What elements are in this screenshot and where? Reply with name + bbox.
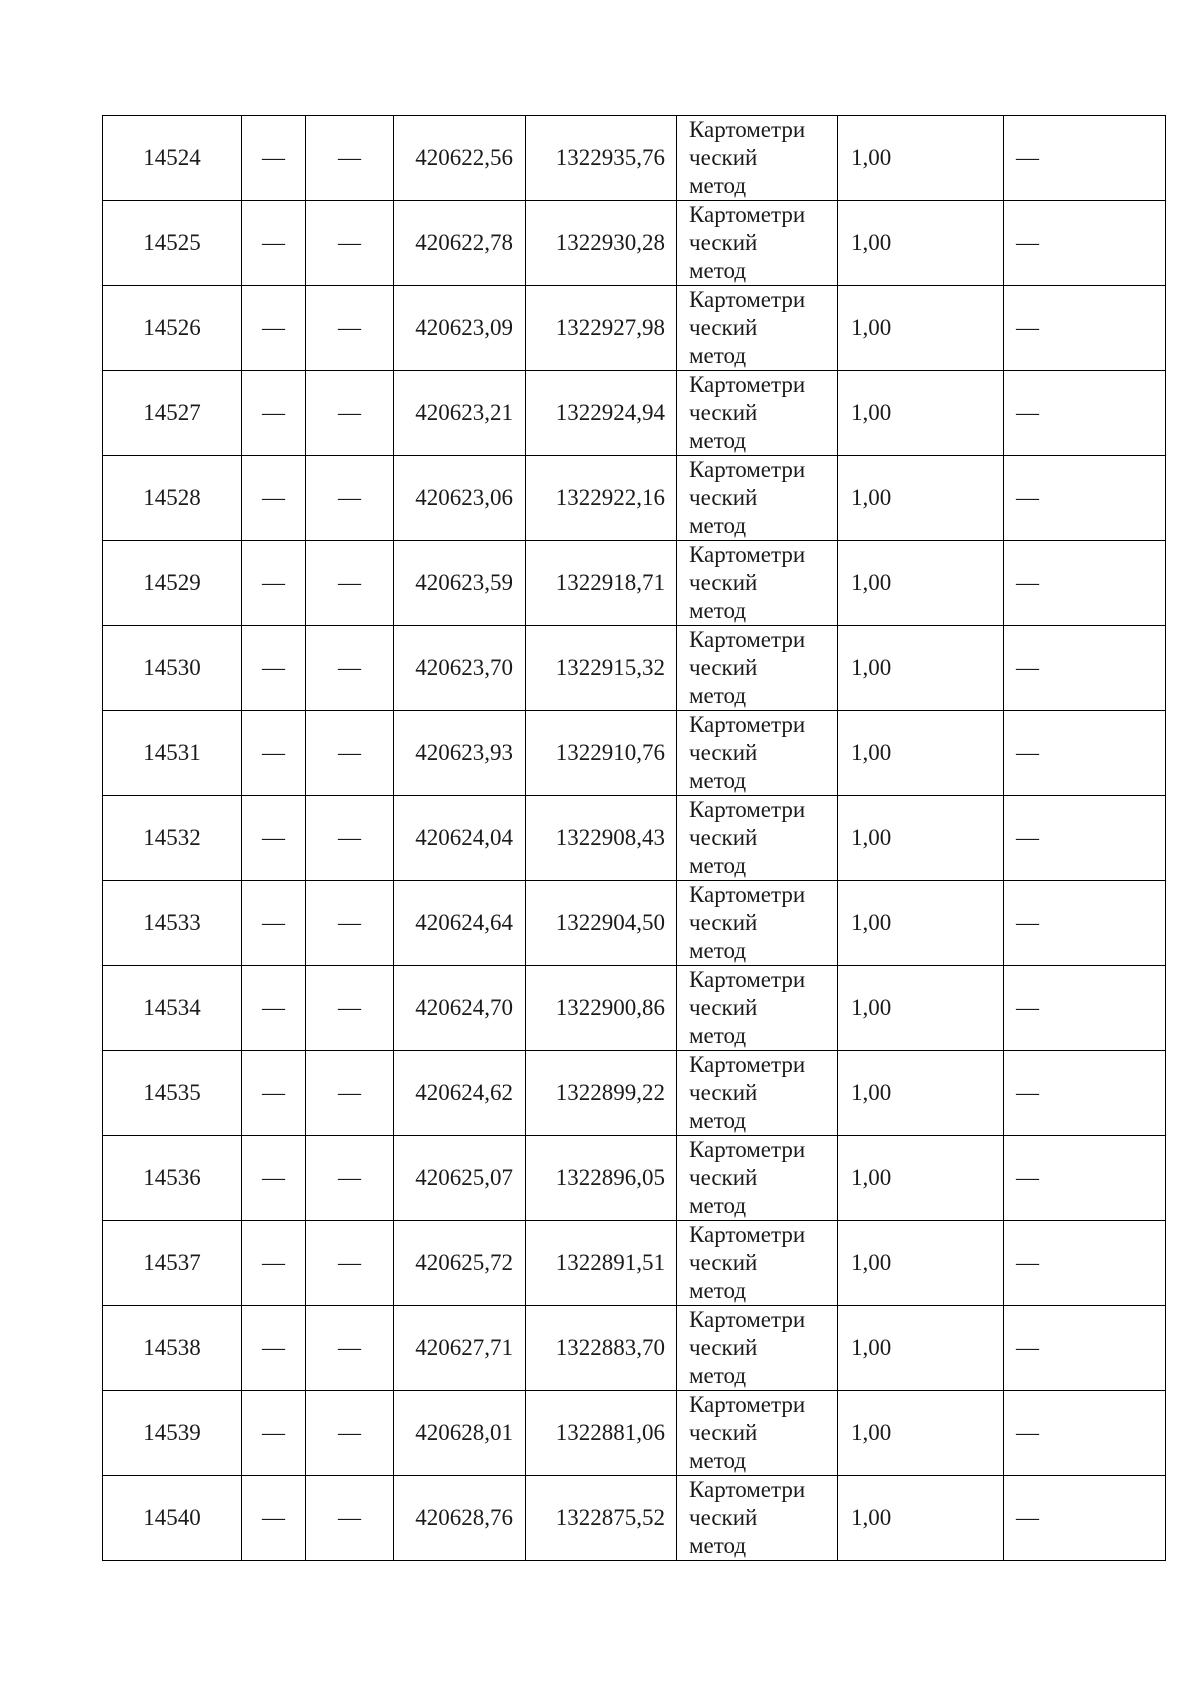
method-cell <box>677 371 838 456</box>
method-text-line: метод <box>689 513 747 538</box>
method-cell <box>677 201 838 286</box>
x-coordinate-cell: 420623,09 <box>394 286 526 371</box>
x-coordinate-cell: 420624,62 <box>394 1051 526 1136</box>
method-text-line: ческий <box>689 1420 758 1445</box>
y-coordinate-cell: 1322935,76 <box>526 116 677 201</box>
empty-dash-cell: — <box>1004 1476 1166 1561</box>
method-text-line: метод <box>689 1108 747 1133</box>
y-coordinate-cell: 1322930,28 <box>526 201 677 286</box>
empty-dash-cell: — <box>1004 541 1166 626</box>
accuracy-cell: 1,00 <box>838 711 1004 796</box>
point-number-cell: 14528 <box>103 456 242 541</box>
empty-dash-cell: — <box>306 286 394 371</box>
empty-dash-cell: — <box>242 371 306 456</box>
method-text-line: Картометри <box>689 1477 806 1502</box>
x-coordinate-cell: 420628,76 <box>394 1476 526 1561</box>
point-number-cell: 14530 <box>103 626 242 711</box>
method-text-line: ческий <box>689 825 758 850</box>
table-row <box>103 286 1166 371</box>
x-coordinate-cell: 420625,07 <box>394 1136 526 1221</box>
accuracy-cell: 1,00 <box>838 371 1004 456</box>
method-text-line: метод <box>689 428 747 453</box>
empty-dash-cell: — <box>306 966 394 1051</box>
empty-dash-cell: — <box>1004 881 1166 966</box>
empty-dash-cell: — <box>306 1221 394 1306</box>
point-number-cell: 14527 <box>103 371 242 456</box>
x-coordinate-cell: 420628,01 <box>394 1391 526 1476</box>
method-text-line: Картометри <box>689 372 806 397</box>
empty-dash-cell: — <box>242 1221 306 1306</box>
method-text-line: Картометри <box>689 1137 806 1162</box>
accuracy-cell: 1,00 <box>838 456 1004 541</box>
empty-dash-cell: — <box>306 1051 394 1136</box>
table-body <box>103 116 1166 1561</box>
method-cell <box>677 541 838 626</box>
empty-dash-cell: — <box>242 116 306 201</box>
method-text-line: ческий <box>689 145 758 170</box>
coordinates-table <box>102 115 1166 1561</box>
y-coordinate-cell: 1322918,71 <box>526 541 677 626</box>
x-coordinate-cell: 420623,06 <box>394 456 526 541</box>
empty-dash-cell: — <box>242 541 306 626</box>
method-text-line: метод <box>689 683 747 708</box>
table-row <box>103 966 1166 1051</box>
empty-dash-cell: — <box>1004 1391 1166 1476</box>
method-cell <box>677 1136 838 1221</box>
point-number-cell: 14540 <box>103 1476 242 1561</box>
method-text-line: метод <box>689 343 747 368</box>
method-text-line: Картометри <box>689 117 806 142</box>
method-text-line: ческий <box>689 1165 758 1190</box>
method-text-line: метод <box>689 1448 747 1473</box>
empty-dash-cell: — <box>242 1476 306 1561</box>
empty-dash-cell: — <box>242 1306 306 1391</box>
y-coordinate-cell: 1322927,98 <box>526 286 677 371</box>
method-text-line: метод <box>689 938 747 963</box>
empty-dash-cell: — <box>306 116 394 201</box>
empty-dash-cell: — <box>242 1051 306 1136</box>
method-text-line: Картометри <box>689 542 806 567</box>
method-text-line: метод <box>689 1278 747 1303</box>
y-coordinate-cell: 1322910,76 <box>526 711 677 796</box>
point-number-cell: 14533 <box>103 881 242 966</box>
point-number-cell: 14537 <box>103 1221 242 1306</box>
table-row <box>103 456 1166 541</box>
accuracy-cell: 1,00 <box>838 116 1004 201</box>
accuracy-cell: 1,00 <box>838 1221 1004 1306</box>
method-text-line: ческий <box>689 400 758 425</box>
method-text-line: метод <box>689 1023 747 1048</box>
y-coordinate-cell: 1322881,06 <box>526 1391 677 1476</box>
method-text-line: ческий <box>689 740 758 765</box>
table-row <box>103 881 1166 966</box>
empty-dash-cell: — <box>242 626 306 711</box>
point-number-cell: 14524 <box>103 116 242 201</box>
table-row <box>103 711 1166 796</box>
empty-dash-cell: — <box>306 456 394 541</box>
point-number-cell: 14532 <box>103 796 242 881</box>
method-cell <box>677 1391 838 1476</box>
x-coordinate-cell: 420623,59 <box>394 541 526 626</box>
x-coordinate-cell: 420625,72 <box>394 1221 526 1306</box>
point-number-cell: 14536 <box>103 1136 242 1221</box>
empty-dash-cell: — <box>242 796 306 881</box>
method-cell <box>677 1306 838 1391</box>
method-text-line: метод <box>689 173 747 198</box>
table-row <box>103 1306 1166 1391</box>
empty-dash-cell: — <box>306 1476 394 1561</box>
empty-dash-cell: — <box>1004 1221 1166 1306</box>
method-cell <box>677 456 838 541</box>
method-text-line: ческий <box>689 910 758 935</box>
empty-dash-cell: — <box>306 711 394 796</box>
table-row <box>103 116 1166 201</box>
method-text-line: Картометри <box>689 1222 806 1247</box>
empty-dash-cell: — <box>306 1136 394 1221</box>
point-number-cell: 14535 <box>103 1051 242 1136</box>
method-text-line: метод <box>689 1363 747 1388</box>
empty-dash-cell: — <box>242 966 306 1051</box>
accuracy-cell: 1,00 <box>838 201 1004 286</box>
empty-dash-cell: — <box>306 371 394 456</box>
empty-dash-cell: — <box>1004 1136 1166 1221</box>
table-row <box>103 626 1166 711</box>
method-text-line: ческий <box>689 230 758 255</box>
y-coordinate-cell: 1322900,86 <box>526 966 677 1051</box>
point-number-cell: 14529 <box>103 541 242 626</box>
method-cell <box>677 626 838 711</box>
method-text-line: метод <box>689 1193 747 1218</box>
method-text-line: Картометри <box>689 1392 806 1417</box>
table-row <box>103 1391 1166 1476</box>
x-coordinate-cell: 420623,21 <box>394 371 526 456</box>
empty-dash-cell: — <box>1004 201 1166 286</box>
accuracy-cell: 1,00 <box>838 1306 1004 1391</box>
point-number-cell: 14531 <box>103 711 242 796</box>
method-cell <box>677 966 838 1051</box>
table-row <box>103 541 1166 626</box>
method-text-line: Картометри <box>689 627 806 652</box>
accuracy-cell: 1,00 <box>838 286 1004 371</box>
empty-dash-cell: — <box>1004 116 1166 201</box>
point-number-cell: 14526 <box>103 286 242 371</box>
empty-dash-cell: — <box>1004 286 1166 371</box>
method-text-line: ческий <box>689 1335 758 1360</box>
method-text-line: ческий <box>689 655 758 680</box>
method-text-line: ческий <box>689 1505 758 1530</box>
empty-dash-cell: — <box>242 286 306 371</box>
empty-dash-cell: — <box>1004 966 1166 1051</box>
method-cell <box>677 796 838 881</box>
method-cell <box>677 286 838 371</box>
y-coordinate-cell: 1322908,43 <box>526 796 677 881</box>
accuracy-cell: 1,00 <box>838 626 1004 711</box>
point-number-cell: 14538 <box>103 1306 242 1391</box>
empty-dash-cell: — <box>306 626 394 711</box>
empty-dash-cell: — <box>1004 456 1166 541</box>
y-coordinate-cell: 1322899,22 <box>526 1051 677 1136</box>
method-text-line: ческий <box>689 570 758 595</box>
method-text-line: метод <box>689 598 747 623</box>
empty-dash-cell: — <box>1004 626 1166 711</box>
empty-dash-cell: — <box>242 1136 306 1221</box>
accuracy-cell: 1,00 <box>838 1476 1004 1561</box>
method-text-line: Картометри <box>689 1307 806 1332</box>
empty-dash-cell: — <box>242 881 306 966</box>
method-text-line: метод <box>689 1533 747 1558</box>
method-text-line: метод <box>689 853 747 878</box>
table-row <box>103 371 1166 456</box>
x-coordinate-cell: 420622,78 <box>394 201 526 286</box>
accuracy-cell: 1,00 <box>838 966 1004 1051</box>
method-cell <box>677 116 838 201</box>
method-text-line: ческий <box>689 1080 758 1105</box>
point-number-cell: 14534 <box>103 966 242 1051</box>
empty-dash-cell: — <box>1004 1306 1166 1391</box>
point-number-cell: 14525 <box>103 201 242 286</box>
y-coordinate-cell: 1322891,51 <box>526 1221 677 1306</box>
method-text-line: ческий <box>689 1250 758 1275</box>
method-text-line: Картометри <box>689 202 806 227</box>
method-text-line: ческий <box>689 995 758 1020</box>
method-text-line: Картометри <box>689 287 806 312</box>
method-cell <box>677 1476 838 1561</box>
method-text-line: метод <box>689 768 747 793</box>
table-row <box>103 201 1166 286</box>
empty-dash-cell: — <box>306 1306 394 1391</box>
method-text-line: ческий <box>689 485 758 510</box>
method-cell <box>677 1051 838 1136</box>
accuracy-cell: 1,00 <box>838 881 1004 966</box>
empty-dash-cell: — <box>242 711 306 796</box>
table-row <box>103 1221 1166 1306</box>
method-text-line: метод <box>689 258 747 283</box>
empty-dash-cell: — <box>242 1391 306 1476</box>
empty-dash-cell: — <box>306 1391 394 1476</box>
y-coordinate-cell: 1322915,32 <box>526 626 677 711</box>
y-coordinate-cell: 1322875,52 <box>526 1476 677 1561</box>
accuracy-cell: 1,00 <box>838 1051 1004 1136</box>
accuracy-cell: 1,00 <box>838 1391 1004 1476</box>
method-text-line: Картометри <box>689 457 806 482</box>
x-coordinate-cell: 420624,70 <box>394 966 526 1051</box>
empty-dash-cell: — <box>1004 1051 1166 1136</box>
method-cell <box>677 711 838 796</box>
y-coordinate-cell: 1322904,50 <box>526 881 677 966</box>
y-coordinate-cell: 1322896,05 <box>526 1136 677 1221</box>
accuracy-cell: 1,00 <box>838 1136 1004 1221</box>
empty-dash-cell: — <box>1004 711 1166 796</box>
table-row <box>103 1136 1166 1221</box>
method-text-line: Картометри <box>689 967 806 992</box>
empty-dash-cell: — <box>1004 371 1166 456</box>
empty-dash-cell: — <box>242 201 306 286</box>
method-text-line: Картометри <box>689 882 806 907</box>
y-coordinate-cell: 1322924,94 <box>526 371 677 456</box>
empty-dash-cell: — <box>306 541 394 626</box>
accuracy-cell: 1,00 <box>838 541 1004 626</box>
empty-dash-cell: — <box>1004 796 1166 881</box>
empty-dash-cell: — <box>306 201 394 286</box>
y-coordinate-cell: 1322922,16 <box>526 456 677 541</box>
x-coordinate-cell: 420624,64 <box>394 881 526 966</box>
empty-dash-cell: — <box>306 881 394 966</box>
table-row <box>103 1476 1166 1561</box>
method-text-line: ческий <box>689 315 758 340</box>
empty-dash-cell: — <box>306 796 394 881</box>
method-text-line: Картометри <box>689 797 806 822</box>
accuracy-cell: 1,00 <box>838 796 1004 881</box>
method-cell <box>677 881 838 966</box>
method-text-line: Картометри <box>689 1052 806 1077</box>
empty-dash-cell: — <box>242 456 306 541</box>
table-row <box>103 1051 1166 1136</box>
x-coordinate-cell: 420624,04 <box>394 796 526 881</box>
x-coordinate-cell: 420623,93 <box>394 711 526 796</box>
x-coordinate-cell: 420627,71 <box>394 1306 526 1391</box>
y-coordinate-cell: 1322883,70 <box>526 1306 677 1391</box>
point-number-cell: 14539 <box>103 1391 242 1476</box>
method-cell <box>677 1221 838 1306</box>
method-text-line: Картометри <box>689 712 806 737</box>
x-coordinate-cell: 420622,56 <box>394 116 526 201</box>
table-row <box>103 796 1166 881</box>
x-coordinate-cell: 420623,70 <box>394 626 526 711</box>
